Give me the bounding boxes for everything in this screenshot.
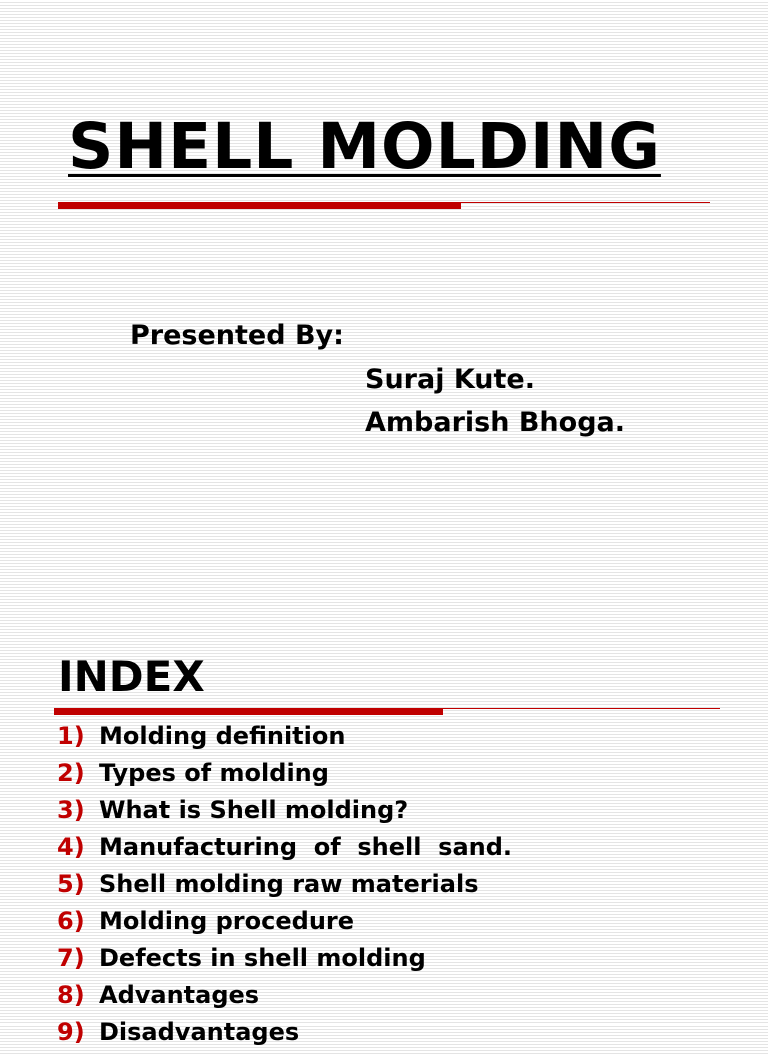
index-text: Molding procedure: [99, 907, 355, 935]
index-item: [57, 870, 512, 907]
index-list: [57, 722, 512, 1055]
slide-title: SHELL MOLDING: [68, 110, 661, 183]
index-number: 5): [57, 870, 85, 898]
index-number: 2): [57, 759, 85, 787]
index-item: [57, 722, 512, 759]
index-divider: [54, 708, 720, 709]
index-item: [57, 944, 512, 981]
index-number: 1): [57, 722, 85, 750]
index-number: 6): [57, 907, 85, 935]
title-slide: [0, 0, 768, 512]
index-number: 8): [57, 981, 85, 1009]
index-number: 3): [57, 796, 85, 824]
author-name: Ambarish Bhoga.: [365, 407, 625, 438]
divider-thin-segment: [461, 202, 710, 203]
index-text: Manufacturing of shell sand.: [99, 833, 513, 861]
index-number: 9): [57, 1018, 85, 1046]
index-item: [57, 796, 512, 833]
title-divider: [58, 202, 710, 203]
index-item: [57, 907, 512, 944]
index-text: Types of molding: [99, 759, 329, 787]
index-item: [57, 833, 512, 870]
index-text: Shell molding raw materials: [99, 870, 479, 898]
divider-thick-segment: [54, 708, 443, 715]
presented-by-label: Presented By:: [130, 320, 344, 351]
index-text: Defects in shell molding: [99, 944, 426, 972]
index-item: [57, 981, 512, 1018]
index-slide: [0, 512, 768, 1046]
index-title: INDEX: [58, 652, 205, 701]
index-item: [57, 759, 512, 796]
index-text: What is Shell molding?: [99, 796, 409, 824]
divider-thin-segment: [443, 708, 720, 709]
index-text: Molding definition: [99, 722, 346, 750]
index-number: 7): [57, 944, 85, 972]
index-text: Disadvantages: [99, 1018, 300, 1046]
divider-thick-segment: [58, 202, 461, 209]
index-text: Advantages: [99, 981, 260, 1009]
index-number: 4): [57, 833, 85, 861]
author-name: Suraj Kute.: [365, 364, 536, 395]
